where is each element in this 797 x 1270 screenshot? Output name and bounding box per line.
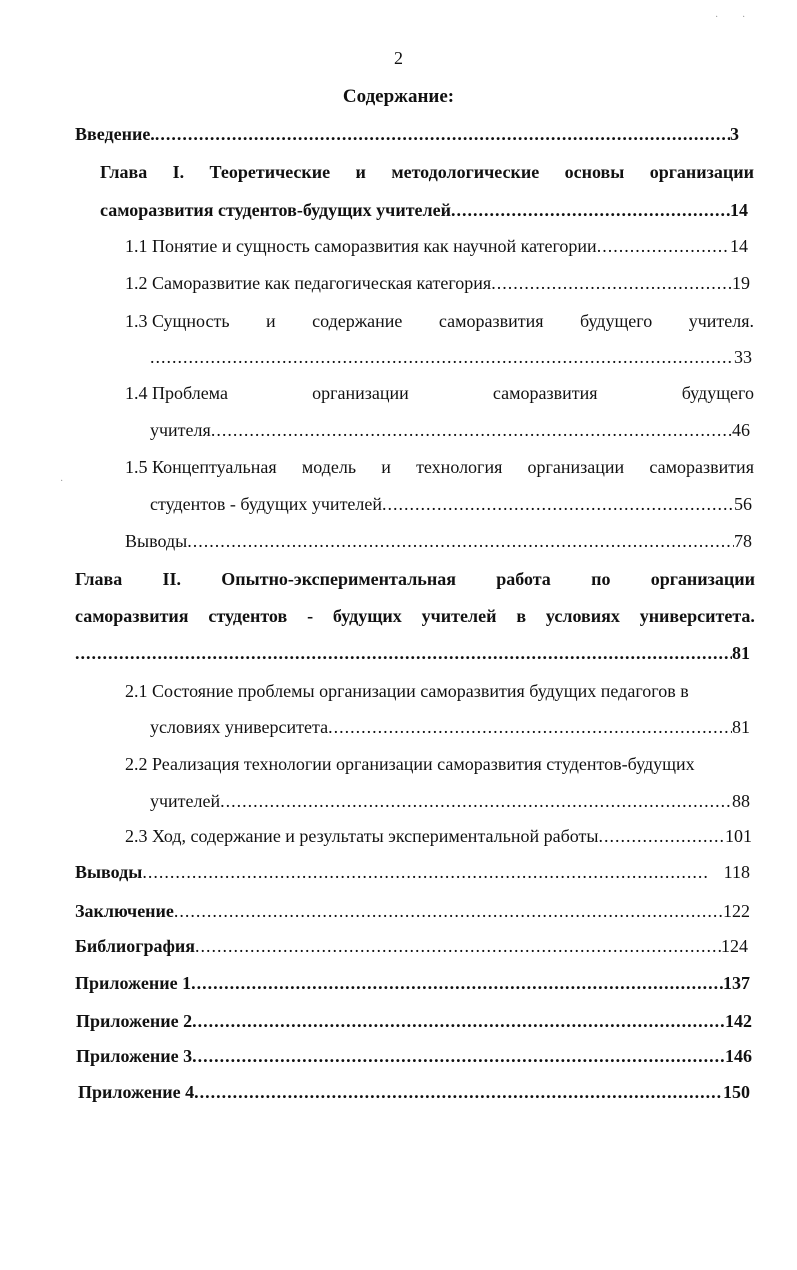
word: организации	[649, 162, 754, 182]
toc-entry-2-2-line1	[125, 752, 754, 776]
entry-page: 137	[723, 973, 750, 993]
word: будущих	[332, 606, 402, 626]
word: и	[266, 311, 276, 331]
toc-entry-2-2-line2	[150, 789, 750, 813]
scan-speck: ·	[715, 12, 719, 23]
entry-label: саморазвития студентов-будущих учителей	[100, 200, 451, 220]
word: -	[307, 606, 314, 626]
word: саморазвития	[438, 311, 544, 331]
word: 1.4 Проблема	[125, 383, 228, 403]
entry-label: Выводы	[75, 862, 143, 882]
toc-entry-appendix-2	[76, 1009, 752, 1033]
scan-speck: ·	[60, 476, 64, 487]
dot-leader	[192, 1009, 725, 1033]
entry-label: 1.2 Саморазвитие как педагогическая категория	[125, 273, 492, 293]
justified-words	[75, 567, 755, 591]
justified-words	[125, 381, 754, 405]
toc-entry-appendix-4	[78, 1080, 750, 1104]
toc-entry-chapter1-line2	[100, 198, 748, 222]
word: Опытно-экспериментальная	[221, 569, 456, 589]
entry-page: 78	[734, 531, 752, 551]
entry-label: условиях университета	[150, 717, 329, 737]
word: организации	[527, 457, 625, 477]
word: Глава	[75, 569, 123, 589]
dot-leader	[174, 899, 723, 923]
entry-label: Библиография	[75, 936, 196, 956]
word: саморазвития	[492, 383, 598, 403]
toc-entry-2-1-line2	[150, 715, 750, 739]
justified-words	[100, 160, 754, 184]
word: Глава	[100, 162, 148, 182]
word: II.	[162, 569, 182, 589]
word: и	[355, 162, 366, 182]
toc-entry-1-4-line1	[125, 381, 754, 405]
dot-leader	[382, 492, 734, 516]
toc-entry-1-5-line2	[150, 492, 752, 516]
word: и	[381, 457, 391, 477]
toc-entry-appendix-1	[75, 971, 750, 995]
word: саморазвития	[75, 606, 189, 626]
toc-entry-conclusions-ch1	[125, 529, 752, 553]
word: саморазвития	[649, 457, 754, 477]
word: 1.3 Сущность	[125, 311, 230, 331]
entry-page: 122	[723, 901, 750, 921]
toc-entry-1-2	[125, 271, 750, 295]
entry-label: 2.1 Состояние проблемы организации саморазвития будущих педагогов в	[125, 681, 689, 701]
entry-page: 14	[730, 200, 748, 220]
word: содержание	[312, 311, 403, 331]
entry-label: Введение.	[75, 124, 155, 144]
word: в	[516, 606, 527, 626]
toc-entry-1-1	[125, 234, 748, 258]
word: Теоретические	[209, 162, 331, 182]
entry-label: Заключение	[75, 901, 174, 921]
entry-page: 19	[732, 273, 750, 293]
entry-label: 2.2 Реализация технологии организации саморазвития студентов-будущих	[125, 754, 695, 774]
entry-label: Приложение 4	[78, 1082, 195, 1102]
entry-label: 2.3 Ход, содержание и результаты экспериментальной работы	[125, 826, 599, 846]
entry-page: 33	[734, 347, 752, 367]
dot-leader	[195, 934, 721, 958]
toc-entry-chapter2-line1	[75, 567, 755, 591]
word: учителей	[421, 606, 497, 626]
entry-page: 118	[723, 862, 750, 882]
word: технология	[416, 457, 503, 477]
entry-page: 56	[734, 494, 752, 514]
word: I.	[172, 162, 185, 182]
word: организации	[650, 569, 755, 589]
toc-entry-introduction	[75, 122, 739, 146]
entry-page: 124	[721, 936, 748, 956]
justified-words	[75, 604, 755, 628]
justified-words	[125, 309, 754, 333]
word: 1.5 Концептуальная	[125, 457, 277, 477]
entry-page: 3	[730, 124, 739, 144]
justified-words	[125, 455, 754, 479]
entry-label: Приложение 3	[76, 1046, 193, 1066]
toc-entry-1-4-line2	[150, 418, 750, 442]
dot-leader	[599, 824, 725, 848]
toc-entry-conclusions-ch2	[75, 860, 750, 884]
toc-entry-2-3	[125, 824, 752, 848]
entry-page: 81	[732, 643, 750, 663]
toc-entry-1-3-line1	[125, 309, 754, 333]
dot-leader	[211, 418, 732, 442]
entry-label: учителя	[150, 420, 211, 440]
dot-leader	[192, 1044, 725, 1068]
scan-speck: ·	[742, 12, 746, 23]
dot-leader	[491, 271, 732, 295]
dot-leader	[75, 641, 732, 665]
toc-title: Содержание:	[342, 86, 455, 107]
toc-entry-bibliography	[75, 934, 748, 958]
entry-label: 1.1 Понятие и сущность саморазвития как научной категории	[125, 236, 597, 256]
entry-page: 14	[730, 236, 748, 256]
word: методологические	[391, 162, 540, 182]
dot-leader	[328, 715, 732, 739]
word: организации	[312, 383, 409, 403]
word: основы	[564, 162, 625, 182]
entry-label: Приложение 1	[75, 973, 192, 993]
entry-page: 88	[732, 791, 750, 811]
dot-leader	[597, 234, 730, 258]
toc-entry-chapter1-line1	[100, 160, 754, 184]
entry-label: учителей	[150, 791, 221, 811]
page-number: 2	[394, 48, 403, 68]
word: студентов	[208, 606, 288, 626]
word: работа	[496, 569, 551, 589]
word: будущего	[681, 383, 754, 403]
dot-leader	[150, 345, 734, 369]
word: по	[591, 569, 611, 589]
word: условиях	[545, 606, 620, 626]
dot-leader	[191, 971, 723, 995]
toc-entry-1-5-line1	[125, 455, 754, 479]
entry-label: студентов - будущих учителей	[150, 494, 383, 514]
toc-entry-1-3-line2	[150, 345, 752, 369]
dot-leader	[155, 122, 730, 146]
toc-entry-chapter2-line2	[75, 604, 755, 628]
entry-page: 150	[723, 1082, 750, 1102]
word: будущего	[579, 311, 653, 331]
dot-leader	[142, 860, 709, 884]
entry-page: 46	[732, 420, 750, 440]
word: учителя.	[688, 311, 754, 331]
entry-page: 81	[732, 717, 750, 737]
entry-label: Выводы	[125, 531, 188, 551]
entry-page: 146	[725, 1046, 752, 1066]
toc-entry-2-1-line1	[125, 679, 754, 703]
toc-entry-appendix-3	[76, 1044, 752, 1068]
dot-leader	[194, 1080, 723, 1104]
dot-leader	[187, 529, 734, 553]
word: университета.	[639, 606, 755, 626]
word: модель	[301, 457, 357, 477]
dot-leader	[451, 198, 730, 222]
toc-entry-final-conclusion	[75, 899, 750, 923]
entry-label: Приложение 2	[76, 1011, 193, 1031]
entry-page: 142	[725, 1011, 752, 1031]
toc-entry-chapter2-line3	[75, 641, 750, 665]
entry-page: 101	[725, 826, 752, 846]
dot-leader	[220, 789, 732, 813]
